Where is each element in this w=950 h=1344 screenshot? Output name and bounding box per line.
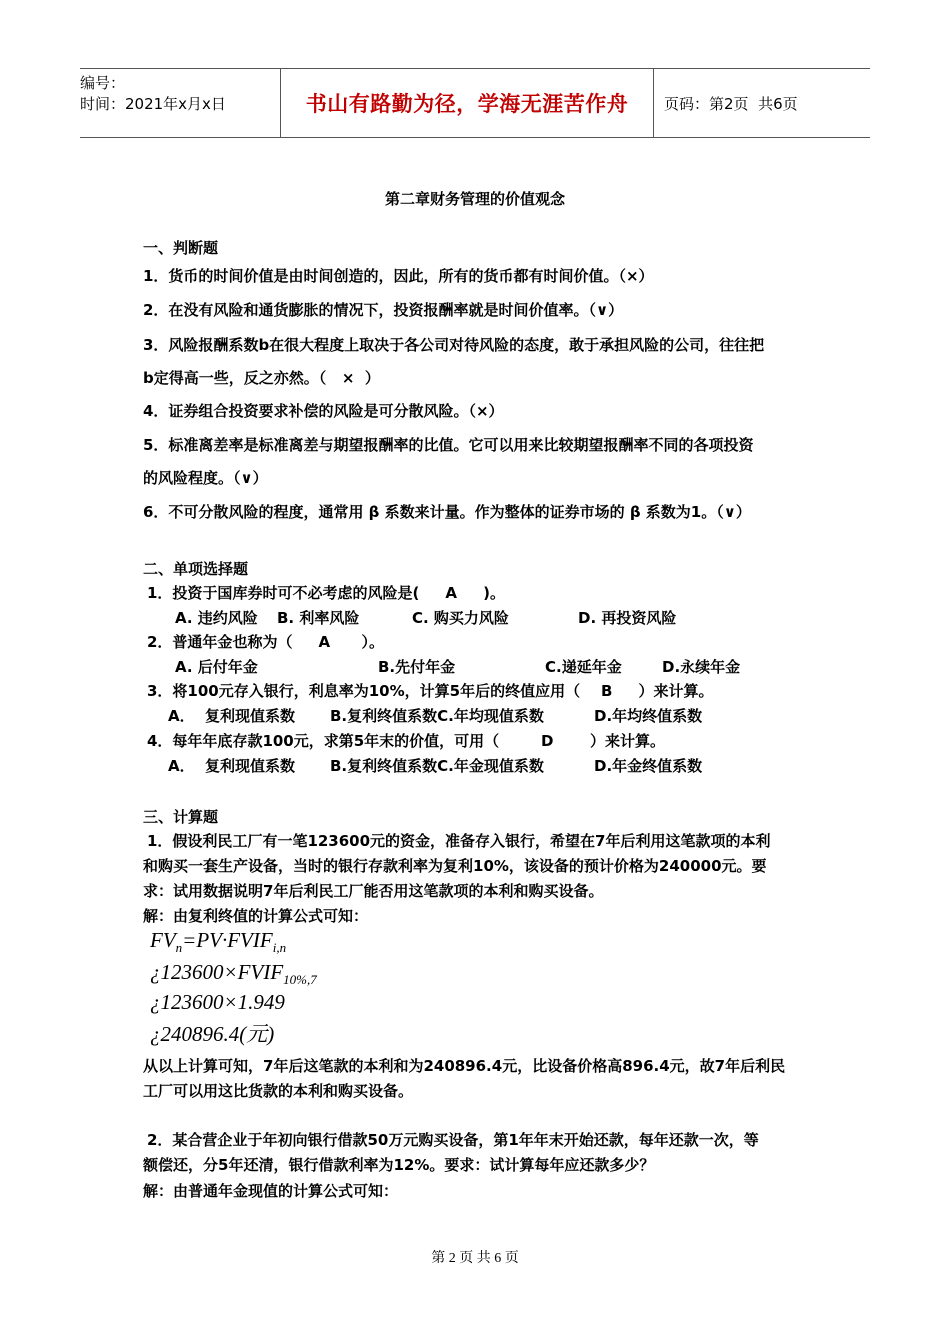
section-heading-judgment: 一、判断题 (143, 239, 219, 257)
judgment-line: 的风险程度。（∨） (143, 469, 268, 487)
judgment-line: 2．在没有风险和通货膨胀的情况下，投资报酬率就是时间价值率。（∨） (143, 301, 624, 319)
choice-option: C. 购买力风险 (412, 609, 509, 627)
choice-option: A. 后付年金 (175, 658, 258, 676)
problem-text: 求：试用数据说明7年后利民工厂能否用这笔款项的本利和购买设备。 (143, 882, 604, 900)
motto: 书山有路勤为径，学海无涯苦作舟 (305, 92, 629, 116)
page-info: 页码：第2页 共6页 (664, 94, 798, 113)
judgment-line: 5．标准离差率是标准离差与期望报酬率的比值。它可以用来比较期望报酬率不同的各项投资 (143, 436, 754, 454)
choice-option: B.先付年金 (378, 658, 456, 676)
problem-text: 和购买一套生产设备，当时的银行存款利率为复利10%，该设备的预计价格为240000元。要 (143, 857, 767, 875)
problem-text: 2．某合营企业于年初向银行借款50万元购买设备，第1年年末开始还款，每年还款一次，等 (147, 1131, 759, 1149)
conclusion-text: 工厂可以用这比货款的本利和购买设备。 (143, 1082, 414, 1100)
header-motto-cell (280, 69, 654, 137)
formula-term: FV (150, 928, 176, 952)
choice-question: 3．将100元存入银行，利息率为10%，计算5年后的终值应用（ B ）来计算。 (147, 682, 714, 700)
choice-option: D.永续年金 (662, 658, 741, 676)
judgment-line: b定得高一些，反之亦然。（ × ） (143, 369, 380, 387)
formula-term: =PV·FVIF (182, 928, 273, 952)
formula-line-3: ¿123600×1.949 (150, 990, 285, 1014)
formula-subscript: i,n (272, 940, 287, 956)
choice-option: A． 复利现值系数 (168, 707, 296, 725)
solution-intro: 解：由复利终值的计算公式可知： (143, 907, 369, 925)
chapter-title: 第二章财务管理的价值观念 (384, 190, 565, 208)
choice-option: C.递延年金 (545, 658, 622, 676)
choice-option: A. 违约风险 (175, 609, 258, 627)
section-heading-choice: 二、单项选择题 (143, 560, 249, 578)
number-label: 编号： (80, 74, 126, 92)
problem-text: 额偿还，分5年还清，银行借款利率为12%。要求：试计算每年应还款多少？ (143, 1156, 655, 1174)
choice-option: D.年均终值系数 (594, 707, 703, 725)
date-line: 时间：2021年x月x日 (80, 95, 226, 113)
formula-line-4: ¿240896.4(元) (150, 1022, 275, 1046)
choice-option: D.年金终值系数 (594, 757, 703, 775)
section-heading-calc: 三、计算题 (143, 808, 219, 826)
choice-option: A． 复利现值系数 (168, 757, 296, 775)
page-header (80, 68, 870, 138)
choice-option: B.复利终值系数C.年均现值系数 (330, 707, 544, 725)
header-page-cell (654, 69, 870, 137)
header-meta (80, 69, 280, 141)
conclusion-text: 从以上计算可知，7年后这笔款的本利和为240896.4元，比设备价格高896.4元，故7年后利民 (143, 1057, 786, 1075)
solution-intro: 解：由普通年金现值的计算公式可知： (143, 1182, 399, 1200)
formula-subscript: n (175, 940, 183, 956)
judgment-line: 1．货币的时间价值是由时间创造的，因此，所有的货币都有时间价值。（×） (143, 267, 654, 285)
choice-option: B.复利终值系数C.年金现值系数 (330, 757, 544, 775)
formula-subscript: 10%,7 (283, 972, 317, 988)
judgment-line: 6．不可分散风险的程度，通常用 β 系数来计量。作为整体的证券市场的 β 系数为1。（∨） (143, 503, 751, 521)
choice-option: B. 利率风险 (277, 609, 360, 627)
formula-term: ¿123600×FVIF (150, 960, 284, 984)
choice-question: 4．每年年底存款100元，求第5年末的价值，可用（ D ）来计算。 (147, 732, 665, 750)
formula-line-2 (150, 960, 317, 988)
judgment-line: 3．风险报酬系数b在很大程度上取决于各公司对待风险的态度，敢于承担风险的公司，往往把 (143, 336, 765, 354)
page-footer: 第 2 页 共 6 页 (431, 1251, 519, 1266)
judgment-line: 4．证券组合投资要求补偿的风险是可分散风险。（×） (143, 402, 504, 420)
formula-line-1 (150, 928, 286, 956)
choice-question: 1．投资于国库券时可不必考虑的风险是( A )。 (147, 584, 505, 602)
choice-question: 2．普通年金也称为（ A ）。 (147, 633, 384, 651)
choice-option: D. 再投资风险 (578, 609, 677, 627)
problem-text: 1．假设利民工厂有一笔123600元的资金，准备存入银行，希望在7年后利用这笔款项的本利 (147, 832, 771, 850)
